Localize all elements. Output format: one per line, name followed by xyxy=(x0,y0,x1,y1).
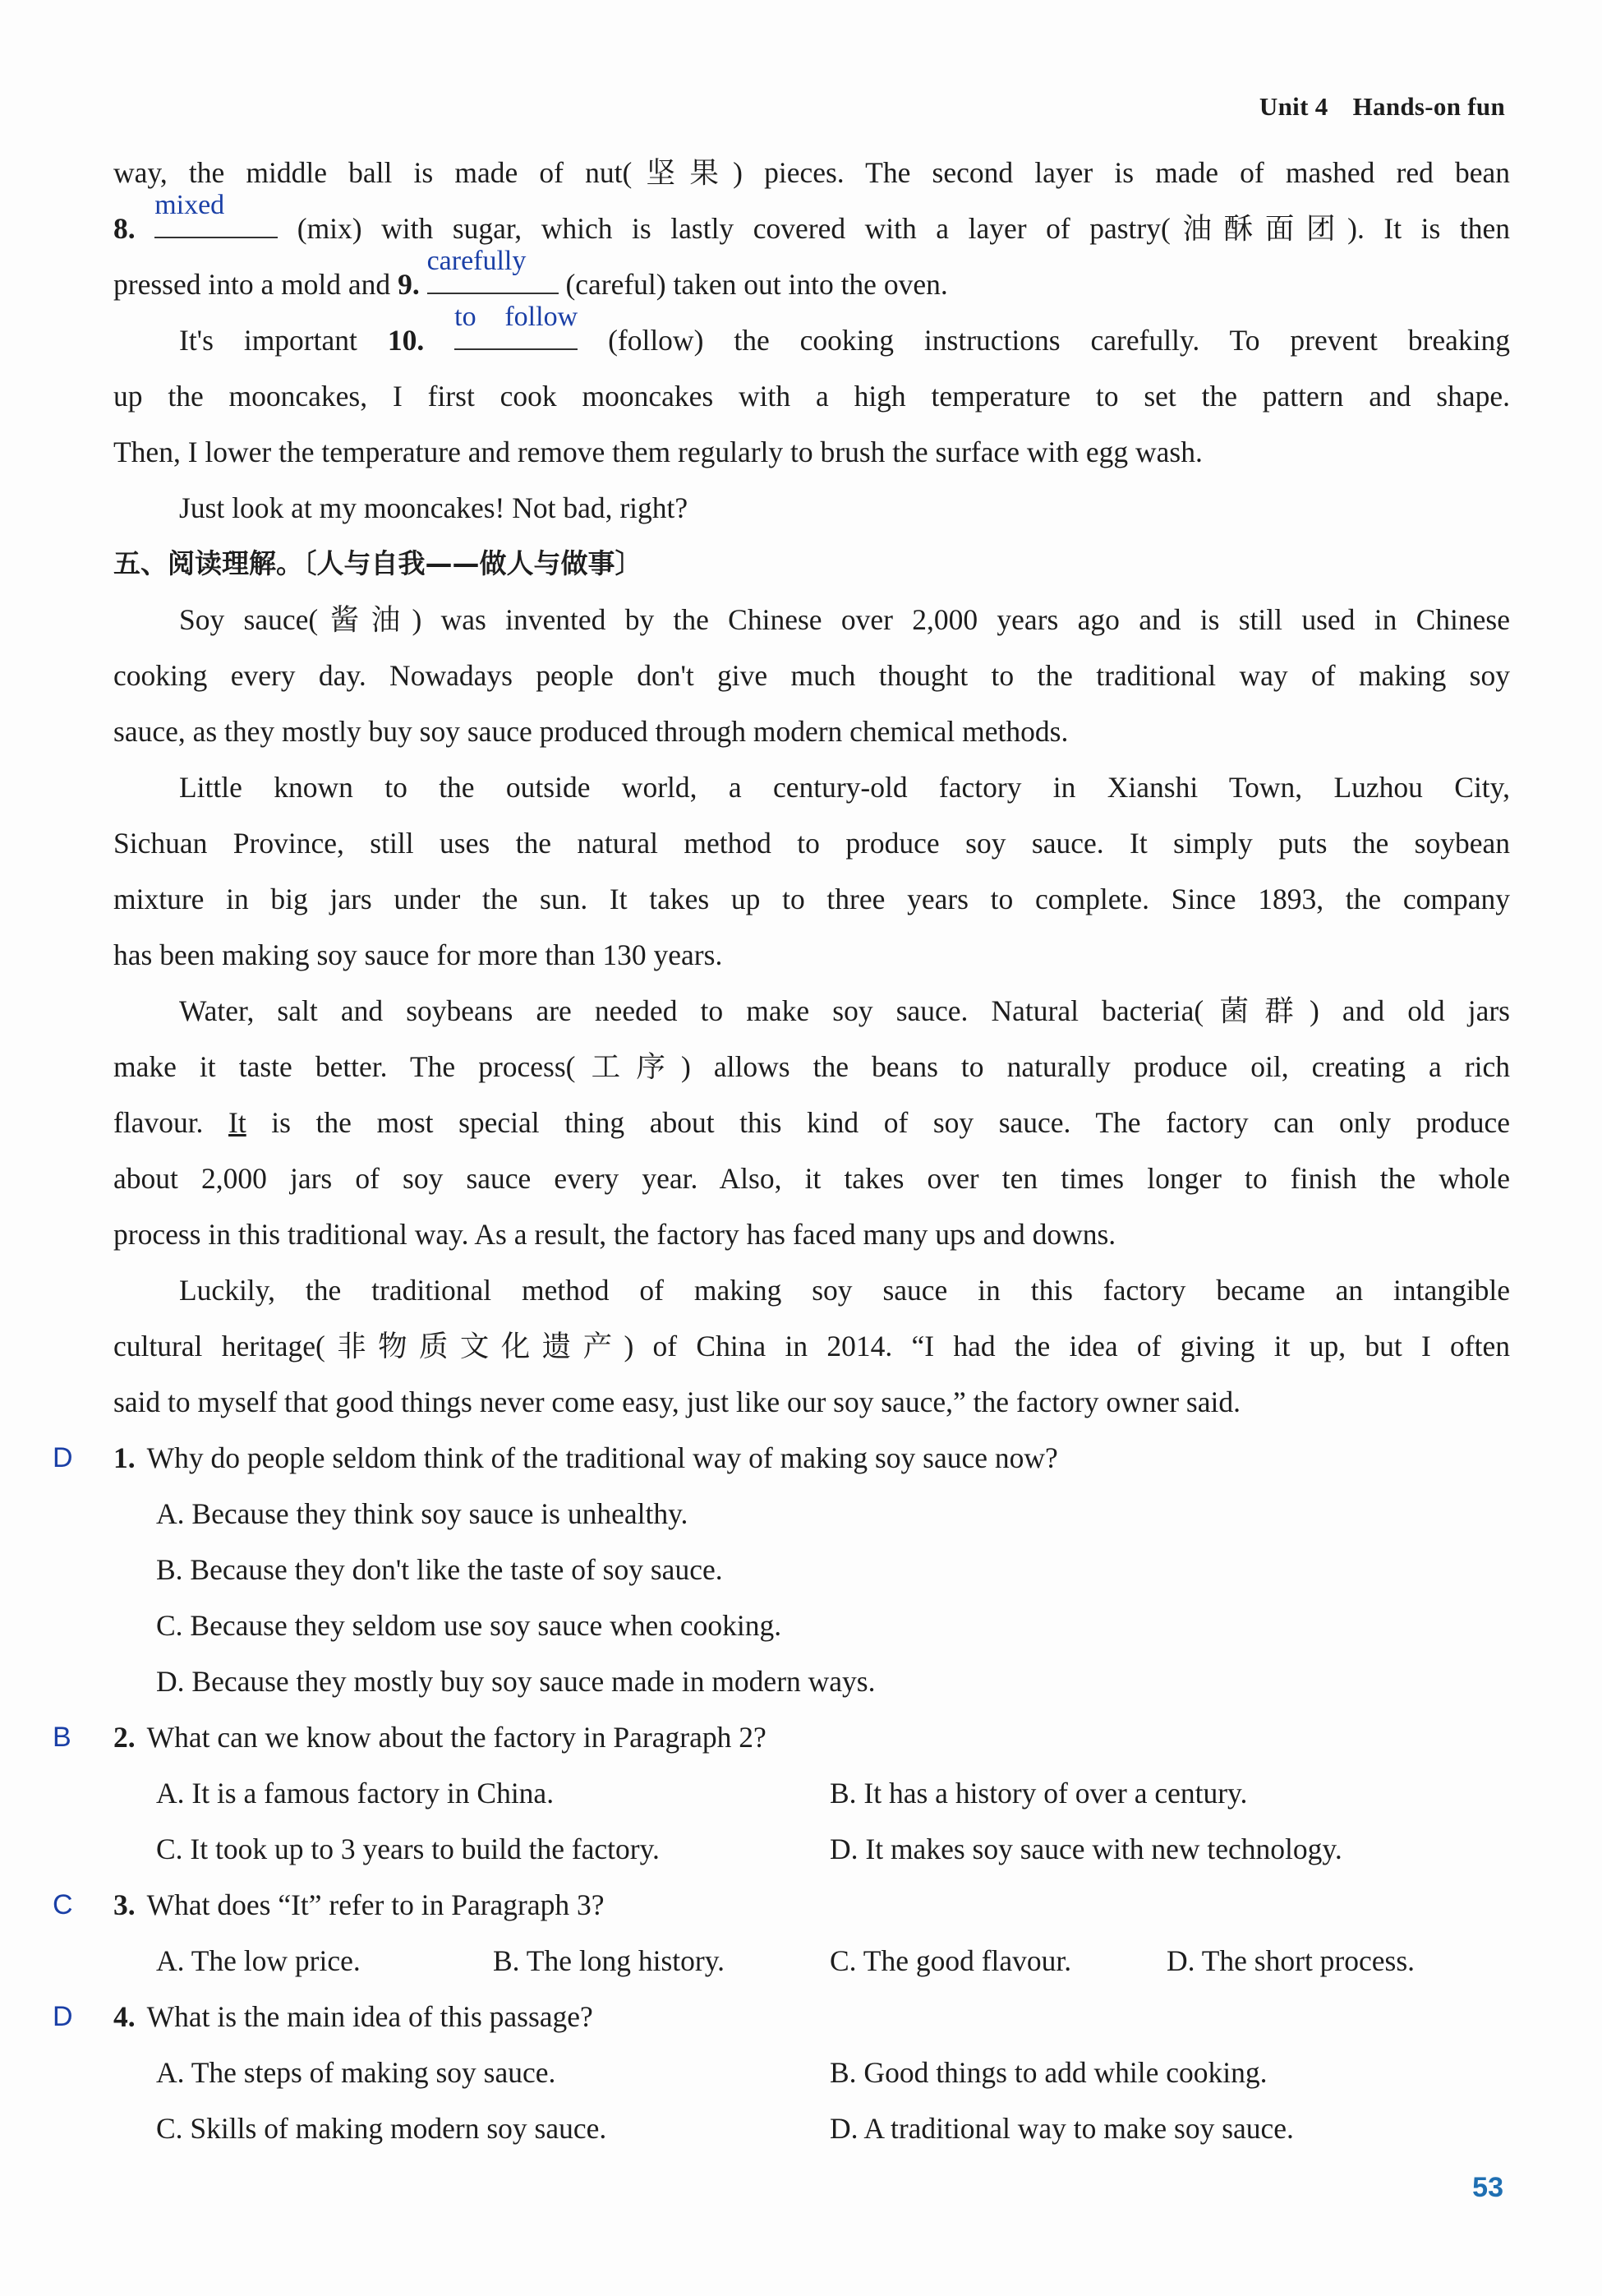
reading-line: has been making soy sauce for more than 130 years. xyxy=(113,938,723,971)
passage-line: up the mooncakes, I first cook mooncakes with a high temperature to set the pattern and shape. xyxy=(113,380,1510,413)
reading-line: mixture in big jars under the sun. It takes up to three years to complete. Since 1893, the company xyxy=(113,883,1510,915)
question-number: 2. xyxy=(113,1721,136,1754)
option-b: B. It has a history of over a century. xyxy=(830,1777,1248,1810)
passage-line: Just look at my mooncakes! Not bad, right? xyxy=(179,491,688,524)
option-c: C. Skills of making modern soy sauce. xyxy=(156,2112,607,2145)
option-a: A. The steps of making soy sauce. xyxy=(156,2056,556,2089)
option-row xyxy=(113,2100,1510,2156)
passage-line xyxy=(113,302,1511,368)
answer-mark: B xyxy=(53,1722,71,1753)
question-text: What does “It” refer to in Paragraph 3? xyxy=(146,1888,605,1921)
option-row xyxy=(113,2045,1510,2100)
option-a: A. Because they think soy sauce is unhealthy. xyxy=(156,1497,688,1530)
reading-line: sauce, as they mostly buy soy sauce produced through modern chemical methods. xyxy=(113,715,1069,748)
reading-line: Little known to the outside world, a century-old factory in Xianshi Town, Luzhou City, xyxy=(179,771,1510,804)
option-row xyxy=(113,1486,1510,1542)
blank-number: 9. xyxy=(398,268,420,301)
passage-line xyxy=(113,246,1510,312)
passage-text: (mix) with sugar, which is lastly covered with a layer of pastry(油酥面团). It is then xyxy=(297,212,1511,245)
option-row xyxy=(113,1542,1510,1598)
passage-line xyxy=(113,190,1511,256)
passage-line: Then, I lower the temperature and remove them regularly to brush the surface with egg wash. xyxy=(113,436,1203,468)
answer-text: mixed xyxy=(154,190,225,220)
reading-text: is the most special thing about this kind of soy sauce. The factory can only produce xyxy=(271,1106,1511,1139)
question-4 xyxy=(53,1989,1510,2045)
option-c: C. It took up to 3 years to build the factory. xyxy=(156,1833,660,1865)
answer-text: to follow xyxy=(454,302,578,332)
underlined-word: It xyxy=(228,1106,246,1139)
reading-line: about 2,000 jars of soy sauce every year. Also, it takes over ten times longer to finish the whole xyxy=(113,1162,1510,1195)
answer-mark: D xyxy=(53,1442,73,1473)
question-3 xyxy=(53,1877,1510,1933)
option-c: C. Because they seldom use soy sauce when cooking. xyxy=(156,1609,782,1642)
answer-blank xyxy=(454,302,578,350)
option-d: D. The short process. xyxy=(1167,1944,1416,1977)
question-2 xyxy=(53,1709,1510,1765)
reading-line: make it taste better. The process(工序) allows the beans to naturally produce oil, creating a rich xyxy=(113,1050,1510,1083)
question-text: What is the main idea of this passage? xyxy=(146,2000,593,2033)
question-1 xyxy=(53,1430,1510,1486)
reading-line: cultural heritage(非物质文化遗产) of China in 2014. “I had the idea of giving it up, but I often xyxy=(113,1330,1510,1362)
reading-text: flavour. xyxy=(113,1106,204,1139)
option-row xyxy=(113,1653,1510,1709)
reading-line: process in this traditional way. As a result, the factory has faced many ups and downs. xyxy=(113,1218,1116,1251)
option-a: A. It is a famous factory in China. xyxy=(156,1777,555,1810)
answer-blank xyxy=(154,190,278,238)
option-d: D. A traditional way to make soy sauce. xyxy=(830,2112,1294,2145)
passage-line: way, the middle ball is made of nut(坚果) pieces. The second layer is made of mashed red bean xyxy=(113,156,1510,189)
question-number: 1. xyxy=(113,1441,136,1474)
option-d: D. It makes soy sauce with new technology. xyxy=(830,1833,1342,1865)
reading-line: Water, salt and soybeans are needed to make soy sauce. Natural bacteria(菌群) and old jars xyxy=(179,994,1510,1027)
question-text: What can we know about the factory in Paragraph 2? xyxy=(146,1721,766,1754)
page-content xyxy=(53,145,1511,2156)
reading-line: said to myself that good things never come easy, just like our soy sauce,” the factory owner said. xyxy=(113,1385,1241,1418)
section-title: 五、阅读理解。〔人与自我——做人与做事〕 xyxy=(113,547,642,579)
option-b: B. The long history. xyxy=(493,1944,725,1977)
option-a: A. The low price. xyxy=(156,1944,361,1977)
reading-line: Sichuan Province, still uses the natural method to produce soy sauce. It simply puts the soybean xyxy=(113,827,1510,860)
reading-line: Soy sauce(酱油) was invented by the Chinese over 2,000 years ago and is still used in Chinese xyxy=(179,603,1510,636)
question-number: 4. xyxy=(113,2000,136,2033)
reading-line: Luckily, the traditional method of making soy sauce in this factory became an intangible xyxy=(179,1274,1510,1307)
page-number: 53 xyxy=(1472,2172,1503,2203)
page-header xyxy=(1259,92,1505,122)
option-row xyxy=(113,1933,1510,1989)
option-b: B. Good things to add while cooking. xyxy=(830,2056,1268,2089)
blank-number: 8. xyxy=(113,212,136,245)
blank-number: 10. xyxy=(387,324,425,357)
question-text: Why do people seldom think of the traditional way of making soy sauce now? xyxy=(146,1441,1058,1474)
option-d: D. Because they mostly buy soy sauce made in modern ways. xyxy=(156,1665,876,1698)
unit-label: Unit 4 xyxy=(1259,92,1328,121)
reading-line: cooking every day. Nowadays people don't give much thought to the traditional way of making soy xyxy=(113,659,1510,692)
answer-text: carefully xyxy=(426,246,527,276)
reading-line xyxy=(113,1095,1510,1150)
passage-text: It's important xyxy=(179,324,357,357)
option-c: C. The good flavour. xyxy=(830,1944,1072,1977)
answer-mark: D xyxy=(53,2001,73,2032)
passage-text: pressed into a mold and xyxy=(113,268,391,301)
option-b: B. Because they don't like the taste of soy sauce. xyxy=(156,1553,723,1586)
passage-text: (careful) taken out into the oven. xyxy=(565,268,948,301)
option-row xyxy=(113,1821,1510,1877)
option-row xyxy=(113,1598,1510,1653)
passage-text: (follow) the cooking instructions carefully. To prevent breaking xyxy=(608,324,1511,357)
answer-mark: C xyxy=(53,1889,73,1920)
question-number: 3. xyxy=(113,1888,136,1921)
option-row xyxy=(113,1765,1510,1821)
unit-title: Hands-on fun xyxy=(1352,92,1505,121)
